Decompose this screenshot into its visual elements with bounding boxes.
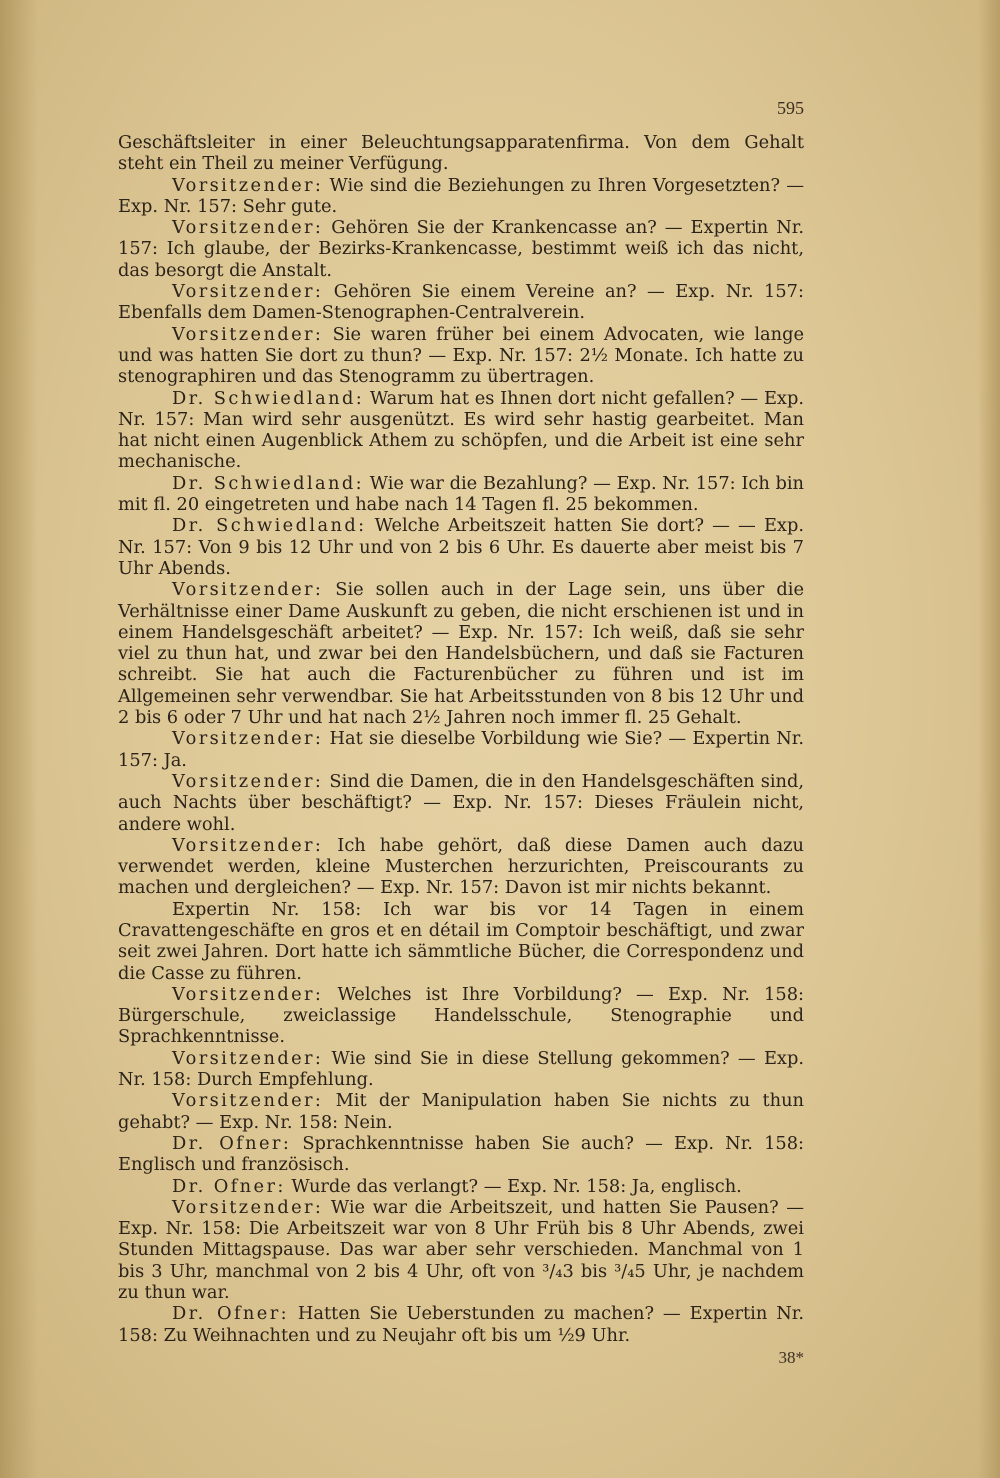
body-text (118, 132, 804, 1346)
paragraph-text: Geschäftsleiter in einer Beleuchtungsapparatenfirma. Von dem Gehalt steht ein Theil zu meiner Verfügung. (118, 132, 804, 175)
speaker: Vorsitzender: (172, 323, 324, 345)
paragraph (118, 899, 804, 984)
speaker: Vorsitzender: (172, 770, 324, 792)
paragraph-text: Sind die Damen, die in den Handelsgeschäften sind, auch Nachts über beschäftigt? — Exp. Nr. 157: Dieses Fräulein nicht, andere wohl. (118, 770, 804, 835)
paragraph-text: Welche Arbeitszeit hatten Sie dort? — — Exp. Nr. 157: Von 9 bis 12 Uhr und von 2 bis 6 Uhr. Es dauerte aber meist bis 7 Uhr Abends. (118, 515, 804, 579)
paragraph (118, 175, 804, 218)
speaker: Vorsitzender: (172, 579, 324, 601)
paragraph (118, 835, 804, 899)
speaker: Dr. Ofner: (172, 1132, 292, 1154)
paragraph (118, 771, 804, 835)
paragraph-text: Gehören Sie einem Vereine an? — Exp. Nr. 157: Ebenfalls dem Damen-Stenographen-Centralverein. (118, 281, 804, 324)
paragraph-text: Wie sind die Beziehungen zu Ihren Vorgesetzten? — Exp. Nr. 157: Sehr gute. (118, 174, 804, 217)
speaker: Vorsitzender: (172, 281, 324, 303)
paragraph-text: Expertin Nr. 158: Ich war bis vor 14 Tagen in einem Cravattengeschäfte en gros et en détail im Comptoir beschäftigt, und zwar seit zwei Jahren. Dort hatte ich sämmtliche Bücher, die Correspondenz und die Casse zu führen. (118, 898, 804, 984)
speaker: Vorsitzender: (172, 174, 324, 196)
paragraph (118, 1133, 804, 1176)
speaker: Vorsitzender: (172, 1047, 324, 1069)
binding-shadow (0, 0, 38, 1478)
page-number: 595 (777, 98, 804, 118)
paragraph-text: Sprachkenntnisse haben Sie auch? — Exp. Nr. 158: Englisch und französisch. (118, 1132, 805, 1176)
signature-mark: 38* (778, 1348, 804, 1367)
speaker: Vorsitzender: (172, 1090, 324, 1112)
paragraph (118, 984, 804, 1048)
paragraph (118, 515, 804, 579)
paragraph-text: Warum hat es Ihnen dort nicht gefallen? — Exp. Nr. 157: Man wird sehr ausgenützt. Es wird sehr hastig gearbeitet. Man hat nicht einen Augenblick Athem zu schöpfen, und die Arbeit ist eine sehr mechanische. (118, 387, 804, 473)
page-edge-shadow (978, 0, 1000, 1478)
paragraph-text: Wie sind Sie in diese Stellung gekommen? — Exp. Nr. 158: Durch Empfehlung. (118, 1047, 804, 1091)
paragraph-text: Sie sollen auch in der Lage sein, uns über die Verhältnisse einer Dame Auskunft zu geben, die nicht erschienen ist und in einem Handelsgeschäft arbeitet? — Exp. Nr. 157: Ich weiß, daß sie sehr viel zu thun hat, und zwar bei den Handelsbüchern, und daß sie Facturen schreibt. Sie hat auch die Facturenbücher zu führen und ist im Allgemeinen sehr verwendbar. Sie hat Arbeitsstunden von 8 bis 12 Uhr und 2 bis 6 oder 7 Uhr und hat nach 2½ Jahren noch immer fl. 25 Gehalt. (118, 579, 804, 729)
paragraph (118, 1090, 804, 1133)
speaker: Dr. Schwiedland: (172, 387, 365, 409)
speaker: Dr. Schwiedland: (172, 472, 365, 494)
paragraph (118, 1048, 804, 1091)
paragraph-text: Wurde das verlangt? — Exp. Nr. 158: Ja, englisch. (285, 1175, 742, 1197)
paragraph (118, 324, 804, 388)
paragraph (118, 281, 804, 324)
speaker: Dr. Schwiedland: (172, 515, 367, 537)
paragraph-text: Hat sie dieselbe Vorbildung wie Sie? — Expertin Nr. 157: Ja. (118, 728, 804, 771)
speaker: Vorsitzender: (172, 834, 324, 856)
speaker: Vorsitzender: (172, 728, 324, 750)
paragraph (118, 579, 804, 728)
paragraph-text: Mit der Manipulation haben Sie nichts zu thun gehabt? — Exp. Nr. 158: Nein. (118, 1090, 804, 1133)
paragraph-text: Hatten Sie Ueberstunden zu machen? — Expertin Nr. 158: Zu Weihnachten und zu Neujahr oft bis um ½9 Uhr. (118, 1303, 804, 1346)
paragraph (118, 132, 804, 175)
paragraph (118, 388, 804, 473)
speaker: Vorsitzender: (172, 1196, 324, 1218)
speaker: Vorsitzender: (172, 983, 324, 1005)
paragraph-text: Wie war die Arbeitszeit, und hatten Sie Pausen? — Exp. Nr. 158: Die Arbeitszeit war von 8 Uhr Früh bis 8 Uhr Abends, zwei Stunden Mittagspause. Das war aber sehr verschieden. Manchmal von 1 bis 3 Uhr, manchmal von 2 bis 4 Uhr, oft von ³/₄3 bis ³/₄5 Uhr, je nachdem zu thun war. (118, 1196, 804, 1304)
speaker: Vorsitzender: (172, 217, 324, 239)
paragraph-text: Wie war die Bezahlung? — Exp. Nr. 157: Ich bin mit fl. 20 eingetreten und habe nach 14 Tagen fl. 25 bekommen. (118, 472, 804, 516)
paragraph (118, 1176, 804, 1197)
paragraph-text: Welches ist Ihre Vorbildung? — Exp. Nr. 158: Bürgerschule, zweiclassige Handelsschule, Stenographie und Sprachkenntnisse. (118, 983, 804, 1048)
paragraph (118, 728, 804, 771)
paragraph-text: Ich habe gehört, daß diese Damen auch dazu verwendet werden, kleine Musterchen herzurichten, Preiscourants zu machen und dergleichen? — Exp. Nr. 157: Davon ist mir nichts bekannt. (118, 834, 804, 899)
speaker: Dr. Ofner: (172, 1303, 289, 1325)
paragraph-text: Gehören Sie der Krankencasse an? — Expertin Nr. 157: Ich glaube, der Bezirks-Krankencasse, bestimmt weiß ich das nicht, das besorgt die Anstalt. (118, 217, 804, 281)
paragraph (118, 1197, 804, 1303)
paragraph (118, 473, 804, 516)
paragraph (118, 1303, 804, 1346)
speaker: Dr. Ofner: (172, 1175, 286, 1197)
paragraph-text: Sie waren früher bei einem Advocaten, wie lange und was hatten Sie dort zu thun? — Exp. Nr. 157: 2½ Monate. Ich hatte zu stenographiren und das Stenogramm zu übertragen. (118, 323, 804, 388)
paragraph (118, 217, 804, 281)
